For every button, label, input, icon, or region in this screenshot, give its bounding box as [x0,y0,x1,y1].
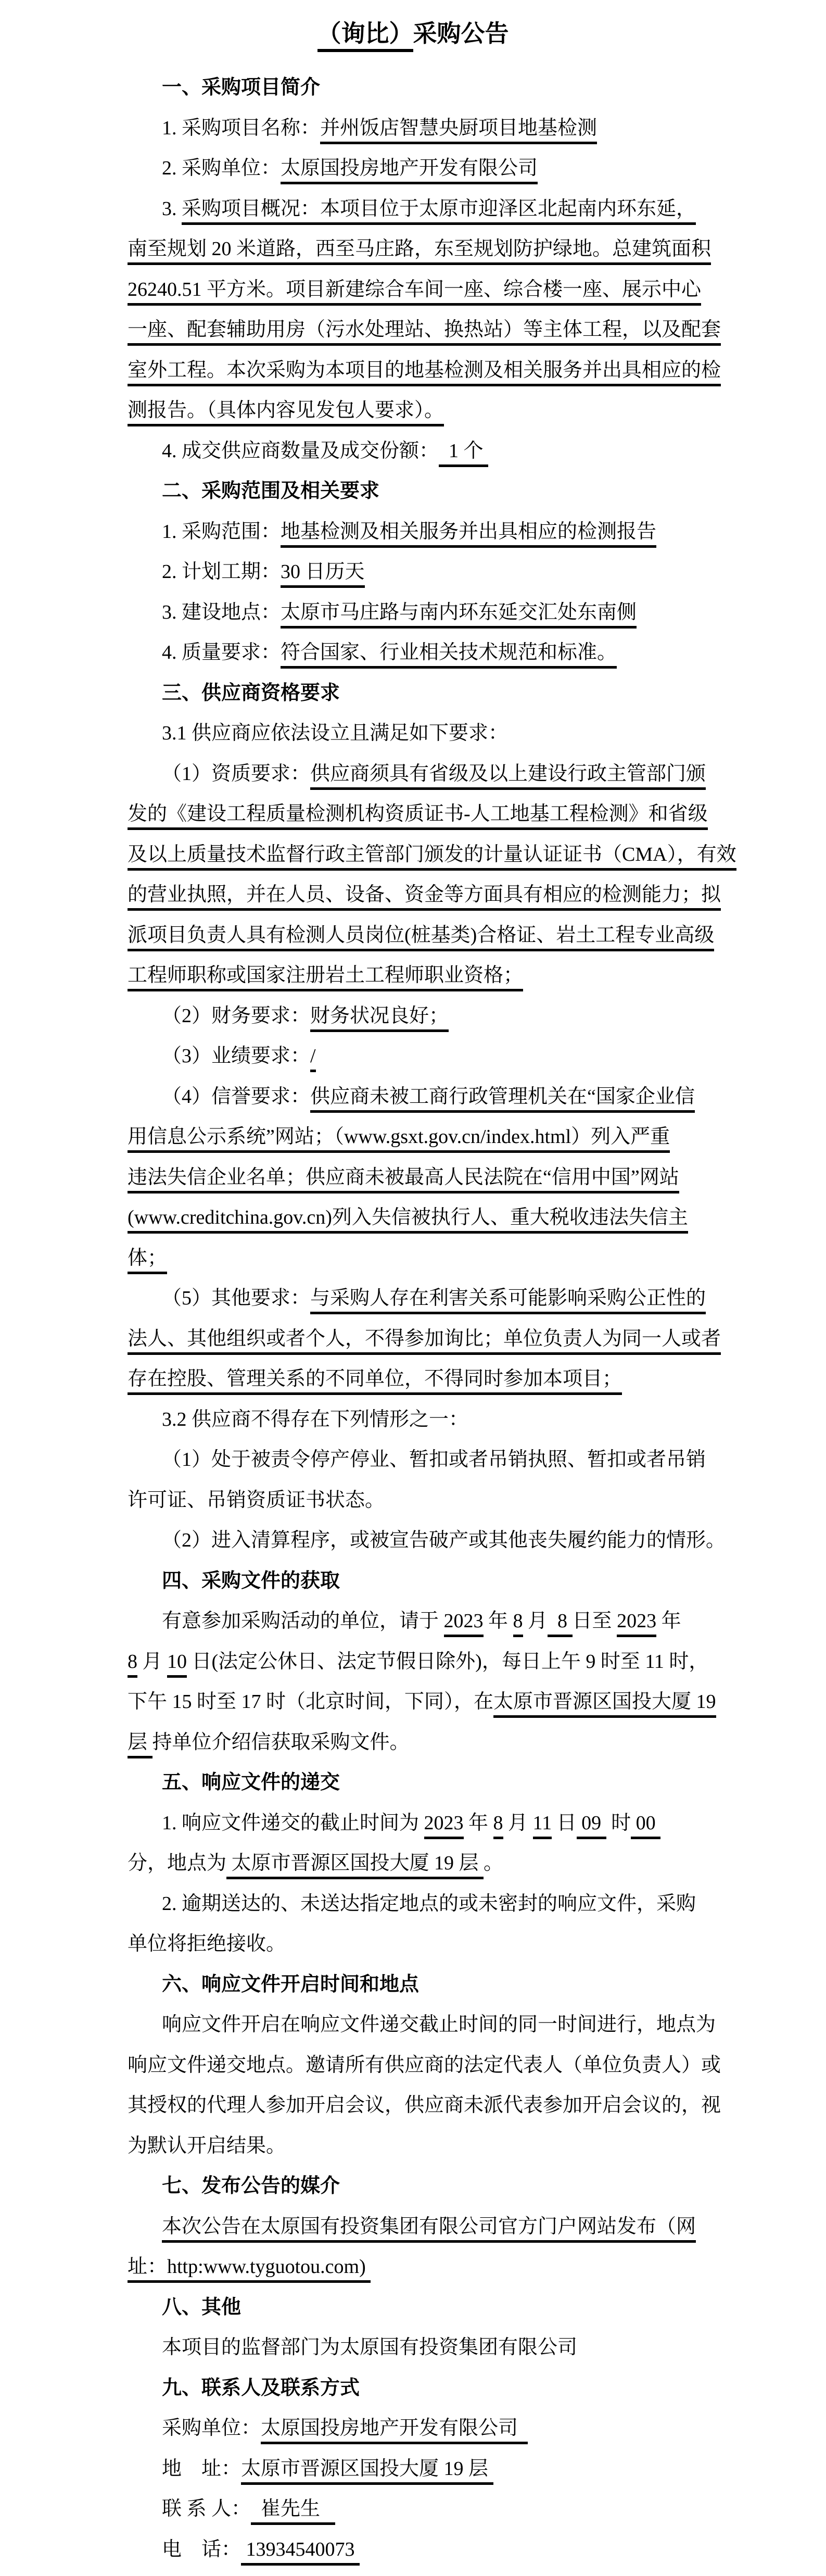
doc-line [0,1158,826,1198]
underlined-text: 与采购人存在利害关系可能影响采购公正性的 [310,1287,706,1314]
doc-line [0,229,826,270]
underlined-text: 符合国家、行业相关技术规范和标准。 [281,642,617,669]
text: 地 址： [162,2457,242,2480]
underlined-text: 太原国投房地产开发有限公司 [281,157,538,184]
doc-line [0,1198,826,1238]
text: 许可证、吊销资质证书状态。 [128,1489,385,1511]
doc-line [0,1238,826,1279]
underlined-text: 工程师职称或国家注册岩土工程师职业资格； [128,964,523,991]
doc-line [0,2085,826,2126]
underlined-text: 及以上质量技术监督行政主管部门颁发的计量认证证书（CMA），有效 [128,844,736,871]
doc-line [0,2126,826,2167]
underlined-text: 并州饭店智慧央厨项目地基检测 [320,117,597,144]
underlined-text: 法人、其他组织或者个人，不得参加询比；单位负责人为同一人或者 [128,1328,721,1355]
underlined-text: 26240.51 平方米。项目新建综合车间一座、综合楼一座、展示中心 [128,279,701,306]
underlined-text: 室外工程。本次采购为本项目的地基检测及相关服务并出具相应的检 [128,359,721,386]
underlined-text: 发的《建设工程质量检测机构资质证书-人工地基工程检测》和省级 [128,803,708,830]
doc-line [0,713,826,754]
underlined-text: 8 [128,1651,137,1678]
doc-line [0,996,826,1037]
underlined-text: 8 [513,1610,523,1637]
text: 3. 建设地点： [162,601,281,623]
doc-line [0,431,826,472]
underlined-text: 太原市晋源区国投大厦 19 [493,1691,716,1718]
text: 采购单位： [162,2417,261,2439]
text: 2. 逾期送达的、未送达指定地点的或未密封的响应文件，采购 [162,1892,696,1915]
doc-lines [0,68,826,2570]
doc-line [0,875,826,915]
underlined-text: 00 [631,1812,660,1839]
underlined-text: 供应商须具有省级及以上建设行政主管部门颁 [310,763,706,790]
doc-line [0,1440,826,1480]
doc-line [0,1803,826,1844]
text: 年 [463,1812,493,1834]
text: （4）信誉要求： [162,1085,311,1108]
underlined-text: 2023 [444,1610,484,1637]
text: 其授权的代理人参加开启会议，供应商未派代表参加开启会议的，视 [128,2094,721,2116]
text: （5）其他要求： [162,1287,311,1309]
underlined-text: 一座、配套辅助用房（污水处理站、换热站）等主体工程，以及配套 [128,319,721,346]
doc-line [0,552,826,593]
text: 2. 计划工期： [162,561,281,583]
doc-line [0,391,826,431]
text: 四、采购文件的获取 [162,1569,340,1592]
text: 七、发布公告的媒介 [162,2175,340,2197]
doc-line [0,148,826,189]
text: 日(法定公休日、法定节假日除外)，每日上午 9 时至 11 时， [187,1650,709,1673]
underlined-text: 10 [167,1651,187,1678]
doc-line [0,1400,826,1440]
doc-title [0,0,826,68]
underlined-text: 30 日历天 [281,561,365,588]
underlined-text: 太原国投房地产开发有限公司 [261,2417,528,2444]
title-underlined-text: （询比） [317,20,413,52]
underlined-text: 2023 [617,1610,656,1637]
doc-line [0,1924,826,1965]
text: 时 [606,1812,631,1834]
text: 4. 质量要求： [162,642,281,663]
underlined-text: 层 [128,1731,153,1758]
text: 三、供应商资格要求 [162,682,340,704]
doc-line [0,1521,826,1561]
text: 3. [162,197,182,220]
text: 本项目的监督部门为太原国有投资集团有限公司 [162,2336,578,2358]
underlined-text: 地基检测及相关服务并出具相应的检测报告 [281,521,656,548]
title-text: 采购公告 [413,20,509,47]
text: 下午 15 时至 17 时（北京时间，下同），在 [128,1691,494,1713]
underlined-text: 2023 [424,1812,464,1839]
doc-line [0,1723,826,1763]
text: 2. 采购单位： [162,157,281,179]
text: 月 [523,1610,548,1632]
section-8-heading [0,2288,826,2328]
text: 为默认开启结果。 [128,2134,286,2157]
section-9-heading [0,2368,826,2409]
doc-line [0,310,826,350]
underlined-text: 体； [128,1247,167,1274]
underlined-text: 违法失信企业名单；供应商未被最高人民法院在“信用中国”网站 [128,1166,679,1193]
doc-line [0,2247,826,2288]
text: 九、联系人及联系方式 [162,2377,360,2399]
text: 4. 成交供应商数量及成交份额： [162,439,439,462]
text: 年 [656,1610,681,1632]
doc-line [0,1117,826,1158]
text: （1）资质要求： [162,762,311,785]
doc-line [0,1682,826,1723]
section-7-heading [0,2166,826,2207]
doc-line [0,512,826,552]
doc-line [0,2005,826,2045]
section-4-heading [0,1561,826,1602]
text: 年 [483,1610,513,1632]
text: 一、采购项目简介 [162,77,321,98]
underlined-text: (www.creditchina.gov.cn)列入失信被执行人、重大税收违法失信主 [128,1207,688,1234]
underlined-text: 的营业执照，并在人员、设备、资金等方面具有相应的检测能力；拟 [128,884,721,911]
doc-line [0,1843,826,1884]
text: 响应文件开启在响应文件递交截止时间的同一时间进行，地点为 [162,2014,716,2035]
section-6-heading [0,1965,826,2005]
underlined-text: 太原市晋源区国投大厦 19 层 [226,1852,484,1879]
text: 3.2 供应商不得存在下列情形之一： [162,1408,469,1430]
underlined-text: 太原市晋源区国投大厦 19 层 [241,2458,493,2485]
underlined-text: 存在控股、管理关系的不同单位，不得同时参加本项目； [128,1368,622,1395]
text: 日至 [572,1610,617,1632]
doc-line [0,2207,826,2247]
text: 月 [503,1812,533,1834]
doc-line [0,956,826,996]
underlined-text: 崔先生 [251,2498,335,2525]
doc-line [0,835,826,875]
underlined-text: 太原市马庄路与南内环东延交汇处东南侧 [281,601,637,629]
contact-address-line [0,2449,826,2490]
doc-line [0,1359,826,1400]
underlined-text: 13934540073 [241,2539,360,2566]
underlined-text: 09 [577,1812,606,1839]
doc-line [0,1884,826,1925]
underlined-text: 址：http:www.tyguotou.com) [128,2256,371,2283]
underlined-text: 本次公告在太原国有投资集团有限公司官方门户网站发布（网 [162,2216,696,2243]
text: （1）处于被责令停产停业、暂扣或者吊销执照、暂扣或者吊销 [162,1449,706,1471]
text: （2）财务要求： [162,1004,311,1027]
doc-line [0,2328,826,2368]
doc-line [0,1480,826,1521]
underlined-text: / [310,1045,316,1072]
section-1-heading [0,68,826,108]
underlined-text: 8 [548,1610,573,1637]
underlined-text: 供应商未被工商行政管理机关在“国家企业信 [310,1086,695,1113]
text: 月 [137,1650,168,1673]
doc-line [0,633,826,673]
text: 二、采购范围及相关要求 [162,480,380,502]
underlined-text: 1 个 [439,440,488,467]
doc-line [0,108,826,149]
underlined-text: 11 [533,1812,552,1839]
section-3-heading [0,673,826,714]
underlined-text: 测报告。（具体内容见发包人要求）。 [128,399,444,426]
text: （2）进入清算程序，或被宣告破产或其他丧失履约能力的情形。 [162,1529,726,1551]
doc-line [0,754,826,795]
doc-line [0,189,826,230]
text: 日 [552,1812,577,1834]
section-5-heading [0,1763,826,1803]
doc-line [0,593,826,633]
text: 六、响应文件开启时间和地点 [162,1973,420,1995]
text: 1. 采购范围： [162,520,281,543]
doc-line [0,270,826,310]
underlined-text: 财务状况良好； [310,1005,449,1032]
doc-line [0,794,826,835]
text: 五、响应文件的递交 [162,1771,340,1793]
text: （3）业绩要求： [162,1045,311,1067]
text: 联 系 人： [162,2498,251,2520]
text: 电 话： [162,2538,242,2560]
underlined-text: 采购项目概况：本项目位于太原市迎泽区北起南内环东延， [182,198,696,225]
doc-line [0,1601,826,1642]
text: 1. 响应文件递交的截止时间为 [162,1812,424,1834]
text: 响应文件递交地点。邀请所有供应商的法定代表人（单位负责人）或 [128,2054,721,2076]
underlined-text: 南至规划 20 米道路，西至马庄路，东至规划防护绿地。总建筑面积 [128,238,711,265]
section-2-heading [0,471,826,512]
doc-line [0,1319,826,1360]
doc-line [0,1077,826,1117]
contact-purchaser-line [0,2408,826,2449]
doc-line [0,2045,826,2086]
text: 单位将拒绝接收。 [128,1933,286,1955]
doc-line [0,350,826,391]
contact-phone-line [0,2530,826,2570]
text: 八、其他 [162,2296,242,2318]
text: 持单位介绍信获取采购文件。 [152,1731,410,1753]
underlined-text: 派项目负责人具有检测人员岗位(桩基类)合格证、岩土工程专业高级 [128,924,714,951]
underlined-text: 用信息公示系统”网站；（www.gsxt.gov.cn/index.html）列入严重 [128,1126,670,1153]
doc-line [0,1642,826,1682]
doc-line [0,915,826,956]
doc-line [0,1036,826,1077]
text: 分，地点为 [128,1852,227,1874]
text: 。 [484,1852,504,1874]
text: 3.1 供应商应依法设立且满足如下要求： [162,722,509,744]
doc-line [0,1278,826,1319]
underlined-text: 8 [493,1812,503,1839]
text: 1. 采购项目名称： [162,117,321,139]
contact-person-line [0,2489,826,2530]
text: 有意参加采购活动的单位，请于 [162,1610,444,1632]
